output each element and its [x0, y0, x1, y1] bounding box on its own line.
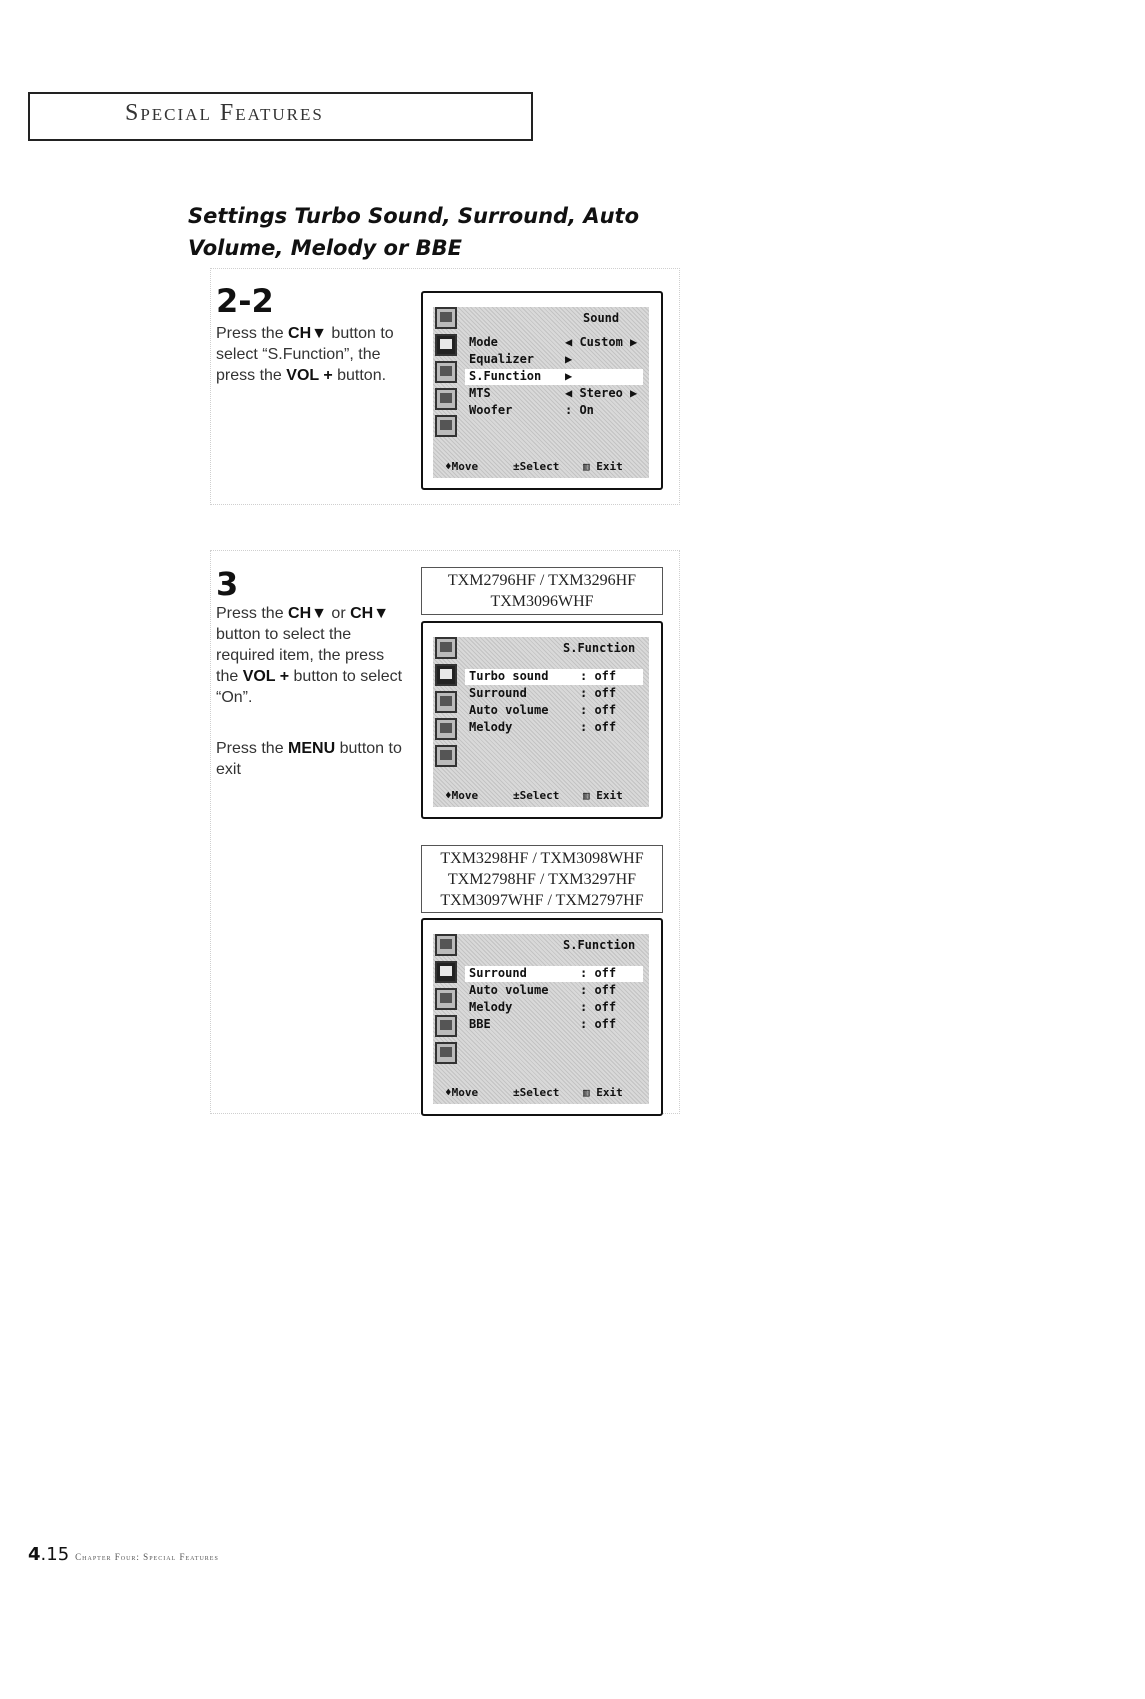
step-3-number: 3	[216, 565, 239, 603]
setup-icon	[435, 745, 457, 767]
footer-select: ±Select	[513, 789, 560, 802]
menu-row-melody	[465, 720, 643, 736]
picture-icon	[435, 934, 457, 956]
step-2-2-key-ch: CH▼	[288, 325, 327, 342]
picture-icon	[435, 307, 457, 329]
menu-row-label: Mode	[469, 335, 498, 349]
step-2-2-text-3: button.	[332, 367, 387, 384]
page-number: 4	[28, 1544, 41, 1565]
footer-exit: ▥ Exit	[583, 460, 623, 473]
menu-row-label: Turbo sound	[469, 669, 549, 683]
step-3-text-5: Press the	[216, 740, 289, 757]
menu-footer	[433, 458, 649, 476]
step-3-text-1: Press the	[216, 605, 289, 622]
sound-icon	[435, 334, 457, 356]
step-3-text-3: button to select the required item, the press the	[216, 626, 385, 685]
menu-row-value: ▶	[565, 369, 573, 383]
menu-icon-column	[435, 307, 461, 442]
model-line: TXM3096WHF	[490, 593, 594, 610]
picture-icon	[435, 637, 457, 659]
menu-row-s-function	[465, 369, 643, 385]
menu-row-value: : off	[580, 720, 617, 734]
menu-row-woofer	[465, 403, 643, 419]
menu-row-value: : off	[580, 703, 617, 717]
menu-row-value: ◀ Custom ▶	[565, 335, 638, 349]
footer-move: ♦Move	[445, 789, 479, 802]
model-list-1	[421, 567, 663, 615]
menu-footer	[433, 787, 649, 805]
menu-footer	[433, 1084, 649, 1102]
sound-menu-screen	[421, 291, 663, 490]
step-2-2-number: 2-2	[216, 282, 274, 320]
sound-icon	[435, 961, 457, 983]
menu-row-label: S.Function	[469, 369, 542, 383]
step-3-key-ch-2: CH▼	[350, 605, 390, 622]
menu-row-value: : off	[580, 966, 617, 980]
menu-row-label: Woofer	[469, 403, 513, 417]
page-header-title: Special Features	[125, 100, 324, 126]
step-2-2-text-2: button to select “S.Function”, the press the	[216, 325, 394, 384]
menu-row-value: : off	[580, 1000, 617, 1014]
function-icon	[435, 718, 457, 740]
section-title: Settings Turbo Sound, Surround, Auto Volume, Melody or BBE	[188, 204, 640, 260]
step-2-2-text-1: Press the	[216, 325, 289, 342]
menu-row-value: ▶	[565, 352, 573, 366]
model-line: TXM2796HF / TXM3296HF	[447, 572, 637, 589]
menu-row-label: Auto volume	[469, 983, 549, 997]
model-list-2	[421, 845, 663, 913]
footer-exit: ▥ Exit	[583, 1086, 623, 1099]
channel-icon	[435, 988, 457, 1010]
step-2-2-instructions	[216, 323, 406, 386]
menu-row-value: : off	[580, 686, 617, 700]
setup-icon	[435, 1042, 457, 1064]
model-line: TXM2798HF / TXM3297HF	[447, 871, 637, 888]
channel-icon	[435, 361, 457, 383]
menu-row-label: BBE	[469, 1017, 491, 1031]
menu-row-mode	[465, 335, 643, 351]
menu-row-label: Surround	[469, 686, 527, 700]
menu-row-label: Melody	[469, 1000, 513, 1014]
menu-row-equalizer	[465, 352, 643, 368]
page-number-sub: .15	[40, 1544, 70, 1565]
menu-row-value: : off	[580, 1017, 617, 1031]
s-function-screen-2	[421, 918, 663, 1116]
step-3-text-6: button to exit	[216, 740, 402, 778]
function-icon	[435, 1015, 457, 1037]
chapter-label: Chapter Four: Special Features	[75, 1552, 219, 1562]
footer-move: ♦Move	[445, 460, 479, 473]
footer-select: ±Select	[513, 460, 560, 473]
menu-row-auto-volume	[465, 983, 643, 999]
menu-row-label: MTS	[469, 386, 491, 400]
menu-row-value: : off	[580, 669, 617, 683]
menu-icon-column	[435, 934, 461, 1069]
menu-row-label: Surround	[469, 966, 527, 980]
footer-move: ♦Move	[445, 1086, 479, 1099]
step-3-exit-instructions	[216, 738, 406, 780]
menu-row-auto-volume	[465, 703, 643, 719]
step-3-key-menu: MENU	[288, 740, 336, 757]
model-line: TXM3298HF / TXM3098WHF	[440, 850, 644, 867]
menu-row-value: ◀ Stereo ▶	[565, 386, 638, 400]
menu-row-melody	[465, 1000, 643, 1016]
menu-row-label: Equalizer	[469, 352, 535, 366]
channel-icon	[435, 691, 457, 713]
step-3-text-2: or	[326, 605, 351, 622]
menu-row-value: : off	[580, 983, 617, 997]
step-2-2-key-vol: VOL +	[286, 367, 333, 384]
setup-icon	[435, 415, 457, 437]
footer-select: ±Select	[513, 1086, 560, 1099]
footer-exit: ▥ Exit	[583, 789, 623, 802]
s-function-screen-1	[421, 621, 663, 819]
model-line: TXM3097WHF / TXM2797HF	[440, 892, 644, 909]
menu-icon-column	[435, 637, 461, 772]
menu-title: S.Function	[563, 641, 636, 655]
step-3-text-4: button to select “On”.	[216, 668, 403, 706]
step-3-instructions	[216, 603, 406, 708]
menu-row-label: Melody	[469, 720, 513, 734]
menu-row-value: : On	[565, 403, 594, 417]
menu-row-label: Auto volume	[469, 703, 549, 717]
step-3-key-vol: VOL +	[242, 668, 290, 685]
menu-row-mts	[465, 386, 643, 402]
menu-title: Sound	[583, 311, 620, 325]
menu-row-turbo-sound	[465, 669, 643, 685]
sound-icon	[435, 664, 457, 686]
menu-row-bbe	[465, 1017, 643, 1033]
page-footer	[28, 1544, 219, 1565]
menu-title: S.Function	[563, 938, 636, 952]
step-3-key-ch-1: CH▼	[288, 605, 327, 622]
menu-row-surround	[465, 966, 643, 982]
menu-row-surround	[465, 686, 643, 702]
function-icon	[435, 388, 457, 410]
